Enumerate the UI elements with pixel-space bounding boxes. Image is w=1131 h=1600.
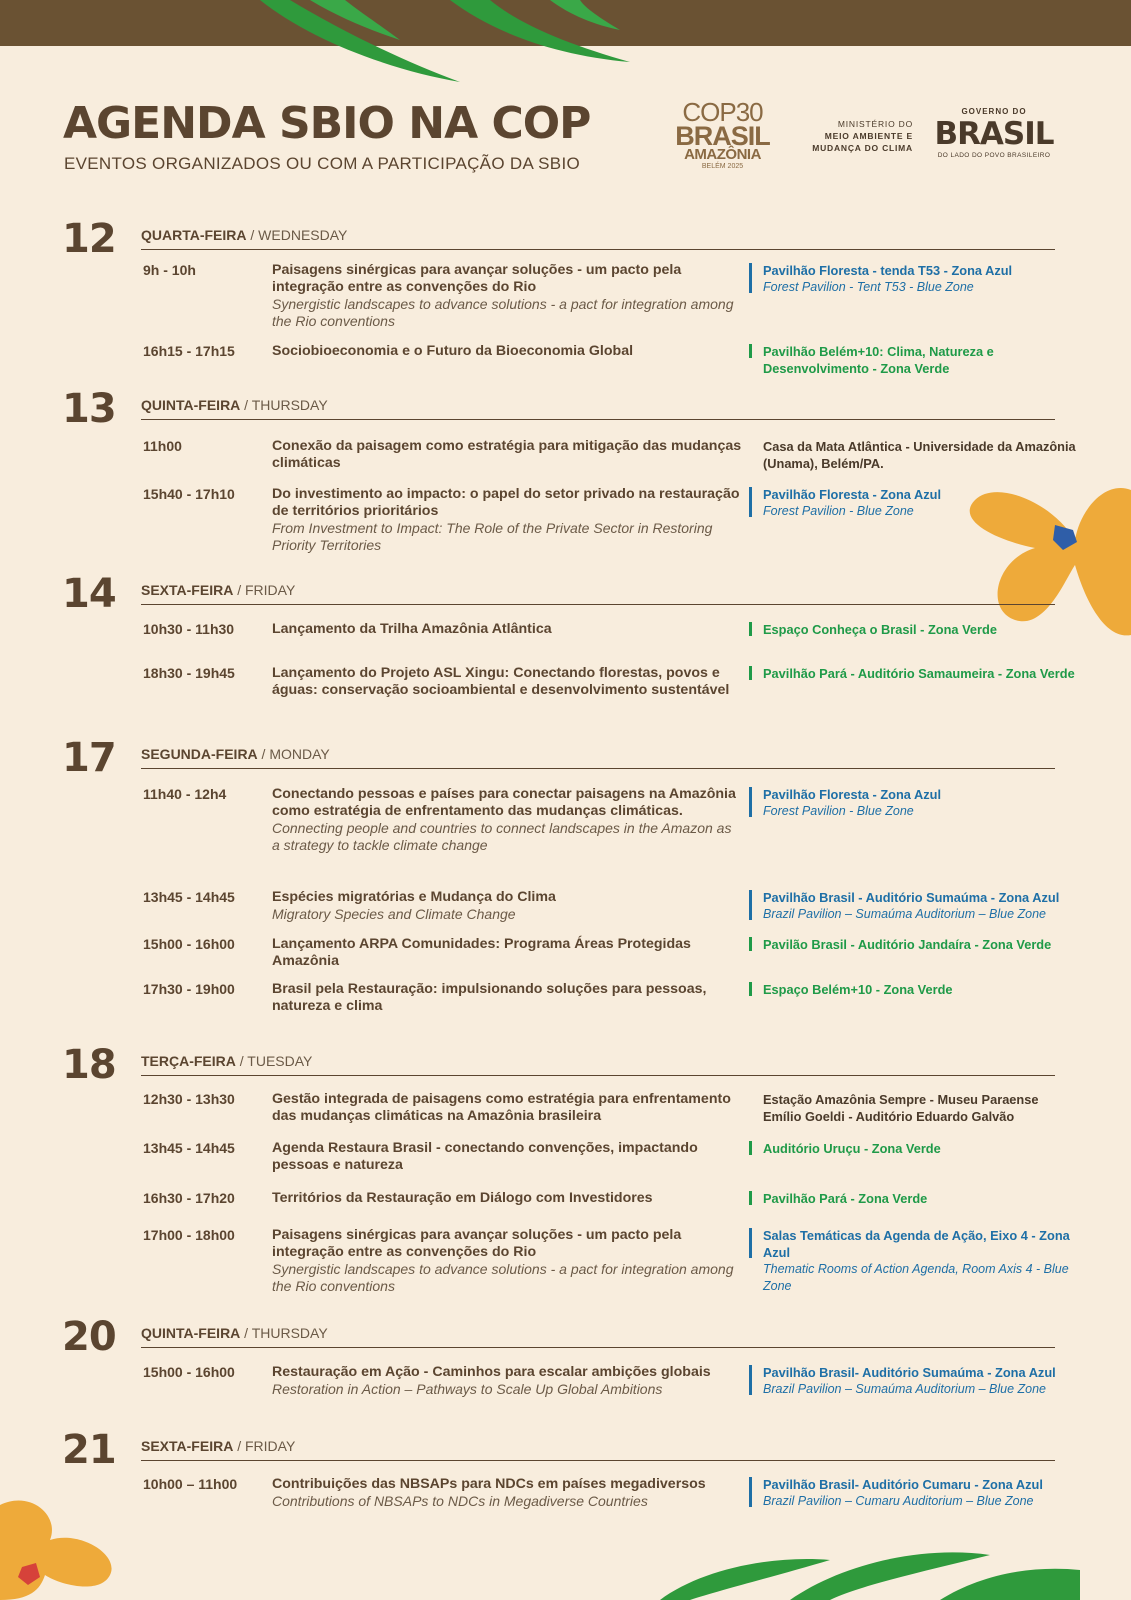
location-pt: Espaço Belém+10 - Zona Verde — [763, 982, 953, 997]
day-label — [141, 1438, 295, 1454]
day-divider — [141, 249, 1055, 250]
event-time: 18h30 - 19h45 — [143, 665, 235, 681]
event-time: 16h15 - 17h15 — [143, 343, 235, 359]
day-number: 21 — [62, 1427, 116, 1473]
location-en: Forest Pavilion - Tent T53 - Blue Zone — [763, 280, 974, 294]
leaf-top-decoration — [250, 0, 650, 90]
weekday-en: / FRIDAY — [233, 1438, 296, 1454]
event-title-block — [272, 1476, 742, 1510]
event-title-block — [272, 889, 742, 923]
location-bar — [749, 1365, 752, 1395]
event-title-block — [272, 1091, 742, 1125]
event-location — [749, 936, 1079, 953]
event-title-block — [272, 786, 742, 854]
event-title: Restauração em Ação - Caminhos para escalar ambições globais — [272, 1364, 711, 1380]
event-time: 17h30 - 19h00 — [143, 981, 235, 997]
event-title-block — [272, 665, 742, 699]
event-title: Paisagens sinérgicas para avançar soluções - um pacto pela integração entre as convenções do Rio — [272, 262, 682, 295]
weekday-pt: TERÇA-FEIRA — [141, 1053, 236, 1069]
location-pt: Pavilhão Brasil- Auditório Cumaru - Zona Azul — [763, 1477, 1043, 1492]
flower-left-decoration — [0, 1495, 130, 1600]
location-pt: Casa da Mata Atlântica - Universidade da Amazônia (Unama), Belém/PA. — [763, 439, 1076, 471]
event-location — [749, 486, 1079, 520]
location-en: Thematic Rooms of Action Agenda, Room Axis 4 - Blue Zone — [763, 1262, 1069, 1293]
event-title: Conexão da paisagem como estratégia para mitigação das mudanças climáticas — [272, 438, 742, 471]
location-pt: Pavilhão Pará - Zona Verde — [763, 1191, 928, 1206]
location-pt: Pavilhão Belém+10: Clima, Natureza e Desenvolvimento - Zona Verde — [763, 344, 994, 376]
weekday-pt: QUINTA-FEIRA — [141, 397, 241, 413]
event-title: Paisagens sinérgicas para avançar soluções - um pacto pela integração entre as convenções do Rio — [272, 1227, 682, 1260]
page-title: AGENDA SBIO NA COP — [63, 98, 591, 149]
day-label — [141, 227, 347, 243]
event-title-block — [272, 438, 742, 472]
location-bar — [749, 622, 752, 636]
location-bar — [749, 1228, 752, 1258]
weekday-pt: QUINTA-FEIRA — [141, 1325, 241, 1341]
location-bar — [749, 344, 752, 358]
location-pt: Auditório Uruçu - Zona Verde — [763, 1141, 941, 1156]
location-bar — [749, 487, 752, 517]
event-title-block — [272, 621, 742, 638]
event-time: 11h00 — [143, 438, 182, 454]
location-pt: Pavilhão Floresta - tenda T53 - Zona Azul — [763, 263, 1013, 278]
event-time: 10h00 – 11h00 — [143, 1476, 238, 1492]
event-title: Territórios da Restauração em Diálogo com Investidores — [272, 1190, 653, 1206]
day-label — [141, 1053, 312, 1069]
event-title: Contribuições das NBSAPs para NDCs em países megadiversos — [272, 1476, 706, 1492]
location-bar — [749, 1477, 752, 1507]
location-pt: Pavilhão Pará - Auditório Samaumeira - Zona Verde — [763, 666, 1075, 681]
event-title-en: Contributions of NBSAPs to NDCs in Megadiverse Countries — [272, 1493, 648, 1509]
event-location — [749, 1227, 1079, 1295]
event-time: 15h00 - 16h00 — [143, 1364, 235, 1380]
day-divider — [141, 1075, 1055, 1076]
location-bar — [749, 666, 752, 680]
event-title: Lançamento do Projeto ASL Xingu: Conectando florestas, povos e águas: conservação socioambiental e desenvolvimento sustentável — [272, 665, 730, 698]
event-title-en: Migratory Species and Climate Change — [272, 906, 516, 922]
day-label — [141, 582, 295, 598]
weekday-pt: QUARTA-FEIRA — [141, 227, 247, 243]
location-pt: Pavilão Brasil - Auditório Jandaíra - Zona Verde — [763, 937, 1052, 952]
event-location — [749, 665, 1079, 682]
event-location — [749, 981, 1079, 998]
weekday-pt: SEXTA-FEIRA — [141, 582, 234, 598]
event-title: Lançamento ARPA Comunidades: Programa Áreas Protegidas Amazônia — [272, 936, 691, 969]
event-title: Lançamento da Trilha Amazônia Atlântica — [272, 621, 552, 637]
page-subtitle: EVENTOS ORGANIZADOS OU COM A PARTICIPAÇÃO DA SBIO — [64, 154, 580, 173]
day-divider — [141, 768, 1055, 769]
event-location — [749, 889, 1079, 923]
event-time: 15h00 - 16h00 — [143, 936, 235, 952]
event-title: Agenda Restaura Brasil - conectando convenções, impactando pessoas e natureza — [272, 1140, 698, 1173]
event-time: 10h30 - 11h30 — [143, 621, 235, 637]
location-bar — [749, 890, 752, 920]
weekday-en: / THURSDAY — [240, 1325, 328, 1341]
location-en: Brazil Pavilion – Sumaúma Auditorium – Blue Zone — [763, 907, 1047, 921]
day-divider — [141, 1460, 1055, 1461]
day-divider — [141, 604, 1055, 605]
location-bar — [749, 1191, 752, 1205]
weekday-en: / MONDAY — [257, 746, 330, 762]
event-location — [749, 786, 1079, 820]
government-logo: GOVERNO DO BRASIL DO LADO DO POVO BRASILEIRO — [934, 107, 1054, 159]
location-en: Brazil Pavilion – Cumaru Auditorium – Blue Zone — [763, 1494, 1034, 1508]
event-time: 12h30 - 13h30 — [143, 1091, 235, 1107]
event-title-block — [272, 262, 742, 330]
location-bar — [749, 937, 752, 951]
event-title-en: Restoration in Action – Pathways to Scale Up Global Ambitions — [272, 1381, 663, 1397]
event-title-en: From Investment to Impact: The Role of the Private Sector in Restoring Priority Territories — [272, 520, 713, 553]
event-title-block — [272, 486, 742, 554]
event-location — [749, 1091, 1079, 1125]
event-title-en: Synergistic landscapes to advance solutions - a pact for integration among the Rio conventions — [272, 1261, 734, 1294]
location-en: Forest Pavilion - Blue Zone — [763, 804, 914, 818]
weekday-pt: SEXTA-FEIRA — [141, 1438, 234, 1454]
event-location — [749, 262, 1079, 296]
logo-group — [675, 97, 1065, 190]
location-pt: Pavilhão Floresta - Zona Azul — [763, 487, 942, 502]
weekday-en: / FRIDAY — [233, 582, 296, 598]
weekday-pt: SEGUNDA-FEIRA — [141, 746, 258, 762]
event-title: Do investimento ao impacto: o papel do setor privado na restauração de territórios prioritários — [272, 486, 740, 519]
day-number: 17 — [62, 735, 116, 781]
location-pt: Estação Amazônia Sempre - Museu Paraense Emílio Goeldi - Auditório Eduardo Galvão — [763, 1092, 1039, 1124]
event-time: 13h45 - 14h45 — [143, 1140, 235, 1156]
day-label — [141, 397, 328, 413]
event-title: Brasil pela Restauração: impulsionando soluções para pessoas, natureza e clima — [272, 981, 707, 1014]
event-title: Espécies migratórias e Mudança do Clima — [272, 889, 556, 905]
event-location — [749, 1476, 1079, 1510]
event-title-block — [272, 1190, 742, 1207]
location-bar — [749, 982, 752, 996]
location-pt: Espaço Conheça o Brasil - Zona Verde — [763, 622, 997, 637]
event-title-block — [272, 936, 742, 970]
ministry-logo: MINISTÉRIO DO MEIO AMBIENTE E MUDANÇA DO CLIMA — [812, 119, 913, 153]
event-time: 11h40 - 12h4 — [143, 786, 227, 802]
event-title-block — [272, 1364, 742, 1398]
cop30-logo: COP30 BRASIL AMAZÔNIA BELÉM 2025 — [675, 97, 770, 170]
location-pt: Pavilhão Floresta - Zona Azul — [763, 787, 942, 802]
event-location — [749, 1364, 1079, 1398]
location-pt: Pavilhão Brasil- Auditório Sumaúma - Zona Azul — [763, 1365, 1056, 1380]
day-number: 12 — [62, 216, 116, 262]
location-bar — [749, 263, 752, 293]
day-divider — [141, 1347, 1055, 1348]
event-title: Gestão integrada de paisagens como estratégia para enfrentamento das mudanças climáticas na Amazônia brasileira — [272, 1091, 731, 1124]
event-title-block — [272, 1227, 742, 1295]
weekday-en: / TUESDAY — [235, 1053, 313, 1069]
day-divider — [141, 419, 1055, 420]
event-location — [749, 438, 1079, 472]
event-title-block — [272, 343, 742, 360]
event-title-block — [272, 981, 742, 1015]
event-location — [749, 1190, 1079, 1207]
event-title: Conectando pessoas e países para conectar paisagens na Amazônia como estratégia de enfrentamento das mudanças climáticas. — [272, 786, 736, 819]
event-time: 9h - 10h — [143, 262, 196, 278]
location-pt: Pavilhão Brasil - Auditório Sumaúma - Zona Azul — [763, 890, 1060, 905]
event-title: Sociobioeconomia e o Futuro da Bioeconomia Global — [272, 343, 634, 359]
location-en: Brazil Pavilion – Sumaúma Auditorium – Blue Zone — [763, 1382, 1047, 1396]
event-title-en: Connecting people and countries to connect landscapes in the Amazon as a strategy to tackle climate change — [272, 820, 732, 853]
event-time: 16h30 - 17h20 — [143, 1190, 235, 1206]
event-location — [749, 1140, 1079, 1157]
day-number: 13 — [62, 386, 116, 432]
location-en: Forest Pavilion - Blue Zone — [763, 504, 914, 518]
event-time: 13h45 - 14h45 — [143, 889, 235, 905]
event-time: 17h00 - 18h00 — [143, 1227, 235, 1243]
location-bar — [749, 787, 752, 817]
event-title-block — [272, 1140, 742, 1174]
event-title-en: Synergistic landscapes to advance solutions - a pact for integration among the Rio conventions — [272, 296, 734, 329]
event-location — [749, 621, 1079, 638]
day-number: 18 — [62, 1042, 116, 1088]
day-number: 14 — [62, 571, 116, 617]
event-location — [749, 343, 1079, 377]
location-pt: Salas Temáticas da Agenda de Ação, Eixo 4 - Zona Azul — [763, 1228, 1070, 1260]
location-bar — [749, 1141, 752, 1155]
day-label — [141, 1325, 328, 1341]
leaf-bottom-decoration — [660, 1535, 1080, 1600]
weekday-en: / THURSDAY — [240, 397, 328, 413]
event-time: 15h40 - 17h10 — [143, 486, 235, 502]
weekday-en: / WEDNESDAY — [246, 227, 348, 243]
day-label — [141, 746, 330, 762]
day-number: 20 — [62, 1314, 116, 1360]
